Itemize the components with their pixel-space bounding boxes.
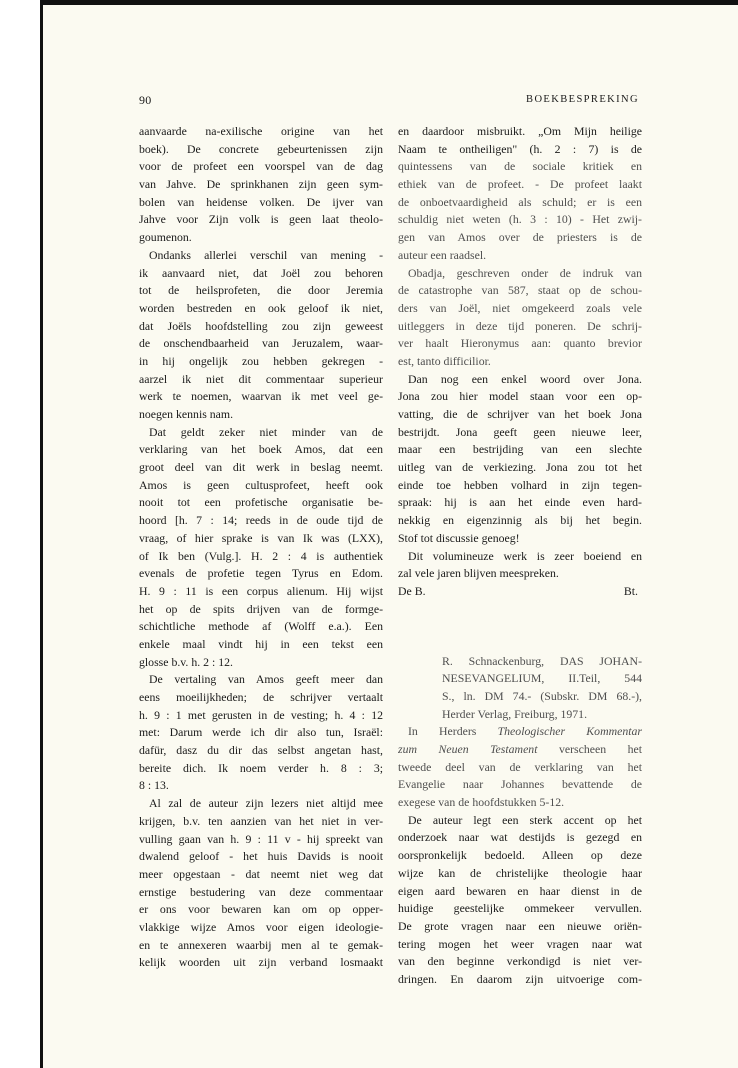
text-line: Stof tot discussie genoeg! xyxy=(398,530,520,545)
text-line: ik aanvaard niet, dat Joël zou behoren xyxy=(139,265,383,280)
review-intro-line xyxy=(398,723,642,741)
text-line: de onboetvaardigheid als schuld; er is een xyxy=(398,194,642,209)
text-line: tering mogen het weer vragen naar wat xyxy=(398,936,642,951)
text-line: de onschendbaarheid van Jeruzalem, waar- xyxy=(139,336,383,351)
text-line: gen van Amos over de priesters is de xyxy=(398,230,642,245)
text-line: groot deel van dit werk in beslag neemt. xyxy=(139,460,383,475)
text-line: de catastrophe van 587, staat op de schou- xyxy=(398,283,642,298)
text-line: in hij ongelijk zou hebben gekregen - xyxy=(139,353,383,368)
text-line: ernstige bestudering van deze commentaar xyxy=(139,884,383,899)
text-line: goumenon. xyxy=(139,230,192,245)
review-intro-prefix: In Herders xyxy=(408,724,477,739)
text-line: tot de heilsprofeten, die door Jeremia xyxy=(139,283,383,298)
text-line: met: Darum werde ich dir also tun, Israël: xyxy=(139,725,383,740)
right-column-text xyxy=(398,123,642,583)
text-line: vulling gaan van h. 9 : 11 v - hij spreekt van xyxy=(139,831,383,846)
text-line: werk te noemen, waarvan ik met veel ge- xyxy=(139,389,383,404)
text-line: zal vele jaren blijven meespreken. xyxy=(398,566,559,581)
text-line: bolen van heidense volken. De ijver van xyxy=(139,194,383,209)
text-line: tweede deel van de verklaring van het xyxy=(398,759,642,774)
text-line: H. 9 : 11 is een corpus alienum. Hij wijst xyxy=(139,583,383,598)
text-line: uitleggers in deze tijd poneren. De schrij- xyxy=(398,318,642,333)
text-line: eens moeilijkheden; de schrijver vertaalt xyxy=(139,690,383,704)
text-line: en daardoor misbruikt. „Om Mijn heilige xyxy=(398,124,642,138)
text-line: bestrijdt. Jona geeft geen nieuwe leer, xyxy=(398,424,642,439)
text-line: aarzel ik niet dit commentaar superieur xyxy=(139,371,383,386)
review-intro-line xyxy=(398,741,642,759)
text-line: ders van Joël, niet omgekeerd zoals vele xyxy=(398,300,642,315)
left-column xyxy=(139,123,383,972)
text-line: huidige geestelijke ommekeer vervullen. xyxy=(398,901,642,916)
review-heading-line: R. Schnackenburg, DAS JOHAN- xyxy=(442,653,642,668)
review-heading-line: NESEVANGELIUM, II.Teil, 544 xyxy=(442,671,642,686)
text-line: ver haalt Hieronymus aan: quanto brevior xyxy=(398,336,642,351)
text-line: Evangelie naar Johannes bevattende de xyxy=(398,777,642,792)
review-body xyxy=(398,812,642,989)
scan-top-border xyxy=(40,0,738,5)
review-intro xyxy=(398,723,642,811)
signature-initials: De B. xyxy=(398,583,426,598)
review-intro-suffix: verscheen het xyxy=(558,742,642,756)
text-line: en te annexeren waarbij men al te gemak- xyxy=(139,937,383,952)
text-line: schichtliche methode af (Wolff e.a.). Een xyxy=(139,619,383,634)
text-line: wijze kan de christelijke theologie haar xyxy=(398,865,642,880)
review-heading-line: Herder Verlag, Freiburg, 1971. xyxy=(442,706,588,721)
text-line: dwalend geloof - het huis Davids is nooit xyxy=(139,849,383,864)
text-line: enkele maal vindt hij in een tekst een xyxy=(139,636,383,651)
text-line: kelijk woorden uit zijn verband losmaakt xyxy=(139,955,383,970)
text-line: 8 : 13. xyxy=(139,778,169,793)
text-line: Jona zou hier model staan voor een op- xyxy=(398,389,642,404)
text-line: De auteur legt een sterk accent op het xyxy=(408,812,642,827)
text-line: eigen aard bewaren en haar dienst in de xyxy=(398,883,642,898)
text-line: oorspronkelijk bedoeld. Alleen op deze xyxy=(398,848,642,863)
text-line: dat Joëls hoofdstelling zou zijn geweest xyxy=(139,318,383,333)
text-line: Obadja, geschreven onder de indruk van xyxy=(408,265,642,280)
scan-left-border xyxy=(40,0,43,1068)
text-line: Al zal de auteur zijn lezers niet altijd mee xyxy=(149,796,383,811)
text-line: Amos is geen cultusprofeet, heeft ook xyxy=(139,477,383,492)
review-heading-line: S., ln. DM 74.- (Subskr. DM 68.-), xyxy=(442,688,642,703)
text-line: vlakkige wijze Amos voor eigen ideologie- xyxy=(139,919,383,934)
text-line: of Ik ben (Vulg.]. H. 2 : 4 is authentiek xyxy=(139,548,383,563)
text-line: nekkig en eigenzinnig als bij het begin. xyxy=(398,513,642,528)
text-line: voor de profeet een voorspel van de dag xyxy=(139,159,383,174)
series-title-part-1: Theologischer Kommentar xyxy=(497,724,642,739)
text-line: verklaring van het boek Amos, dat een xyxy=(139,442,383,457)
text-line: glosse b.v. h. 2 : 12. xyxy=(139,654,233,669)
text-line: het op de spits drijven van de formge- xyxy=(139,601,383,616)
section-spacer xyxy=(398,601,642,653)
text-line: bereite dich. Ik noem verder h. 8 : 3; xyxy=(139,760,383,775)
text-line: einde toe hebben volhard in zijn tegen- xyxy=(398,477,642,492)
text-line: van den beginne verkondigd is niet ver- xyxy=(398,954,642,969)
text-line: noegen kennis nam. xyxy=(139,407,234,421)
review-heading xyxy=(398,653,642,724)
text-line: uitleg van de verkiezing. Jona zou tot het xyxy=(398,460,642,475)
text-line: exegese van de hoofdstukken 5-12. xyxy=(398,795,565,810)
text-line: evenals de profetie tegen Tyrus en Edom. xyxy=(139,566,383,581)
text-line: meer opgestaan - dat neemt niet weg dat xyxy=(139,866,383,881)
text-line: ethiek van de profeet. - De profeet laakt xyxy=(398,177,642,192)
text-line: Jahve voor Zijn volk is geen laat theolo- xyxy=(139,212,383,227)
running-head: BOEKBESPREKING xyxy=(526,94,639,105)
text-line: schuldig niet weten (h. 3 : 10) - Het zwij- xyxy=(398,212,642,227)
text-line: vraag, of hier sprake is van Ik was (LXX), xyxy=(139,530,383,545)
text-line: Ondanks allerlei verschil van mening - xyxy=(149,247,383,262)
text-line: dringen. En daarom zijn uitvoerige com- xyxy=(398,971,642,986)
text-line: van Jahve. De sprinkhanen zijn geen sym- xyxy=(139,177,383,192)
text-line: boek). De concrete gebeurtenissen zijn xyxy=(139,141,383,156)
text-line: worden bestreden en ook geloof ik niet, xyxy=(139,300,383,315)
text-line: onderzoek naar wat destijds is gezegd en xyxy=(398,830,642,845)
text-line: hoord [h. 7 : 14; reeds in de oude tijd de xyxy=(139,513,383,528)
right-column xyxy=(398,123,642,989)
text-line: De grote vragen naar een nieuwe oriën- xyxy=(398,918,642,933)
text-line: auteur een raadsel. xyxy=(398,247,487,262)
text-line: Naam te ontheiligen" (h. 2 : 7) is de xyxy=(398,141,642,156)
text-line: Dat geldt zeker niet minder van de xyxy=(149,424,383,439)
signature-abbrev: Bt. xyxy=(623,583,638,598)
text-line: quintessens van de sociale kritiek en xyxy=(398,159,642,174)
text-line: er ons voor bewaren kan om op opper- xyxy=(139,902,383,917)
text-line: De vertaling van Amos geeft meer dan xyxy=(149,672,383,687)
text-line: dafür, dasz du dir das selbst angetan hast, xyxy=(139,743,383,758)
text-line: spraak: hij is aan het einde even hard- xyxy=(398,495,642,510)
page-number: 90 xyxy=(139,93,152,107)
text-line: Dit volumineuze werk is zeer boeiend en xyxy=(408,548,642,563)
review-intro-rest xyxy=(398,759,642,812)
text-line: Dan nog een enkel woord over Jona. xyxy=(408,371,642,386)
text-line: vatting, die de schrijver van het boek Jona xyxy=(398,407,642,421)
text-line: maar een bestrijding van een slechte xyxy=(398,442,642,457)
text-line: krijgen, b.v. ten aanzien van het niet in ver- xyxy=(139,813,383,828)
text-line: nooit tot een profetische organisatie be- xyxy=(139,495,383,510)
series-title-part-2: zum Neuen Testament xyxy=(398,742,538,756)
signature-line xyxy=(398,583,642,601)
text-line: est, tanto difficilior. xyxy=(398,353,491,368)
text-line: h. 9 : 1 met gerusten in de vesting; h. 4 : 12 xyxy=(139,707,383,722)
text-line: aanvaarde na-exilische origine van het xyxy=(139,124,383,138)
